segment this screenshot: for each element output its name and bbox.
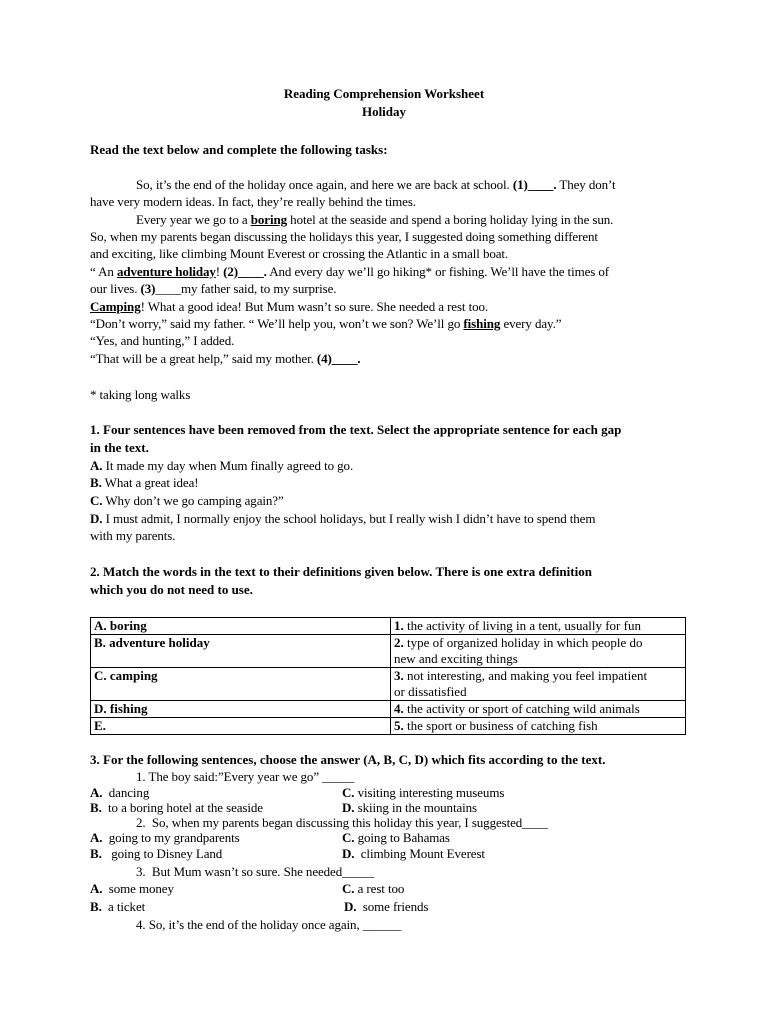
passage-text: !	[215, 264, 221, 279]
question-3	[136, 864, 374, 880]
option-text: climbing Mount Everest	[360, 846, 485, 861]
option-text: a ticket	[108, 899, 146, 914]
q3-option-d	[344, 899, 428, 915]
question-text: The boy said:”Every year we go” _____	[148, 769, 355, 784]
definition-cell	[391, 618, 686, 635]
word-cell	[91, 701, 391, 718]
q1-option-b	[90, 800, 263, 816]
word-cell	[91, 718, 391, 735]
gap-2: (2)____.	[223, 264, 267, 279]
option-letter: D.	[90, 511, 103, 526]
task-1-heading: 1. Four sentences have been removed from the text. Select the appropriate sentence for each gap	[90, 422, 622, 437]
option-text: going to my grandparents	[108, 830, 240, 845]
definition-cell	[391, 718, 686, 735]
q2-option-d	[342, 846, 485, 862]
option-letter: D.	[344, 899, 357, 914]
task-2-heading-cont: which you do not need to use.	[90, 582, 253, 597]
definition-cell	[391, 635, 686, 668]
option-letter: A.	[90, 881, 103, 896]
option-a	[90, 458, 353, 474]
instructions: Read the text below and complete the following tasks:	[90, 142, 388, 157]
passage-text: “That will be a great help,” said my mother.	[90, 351, 314, 366]
option-text: dancing	[108, 785, 150, 800]
option-letter: B.	[90, 846, 102, 861]
def-number: 5.	[394, 718, 404, 733]
table-row	[91, 668, 686, 701]
def-text: the activity or sport of catching wild animals	[407, 701, 640, 716]
passage-text: ____my father said, to my surprise.	[155, 281, 337, 296]
def-text: not interesting, and making you feel impatient	[407, 668, 648, 683]
keyword-camping: Camping	[90, 299, 141, 314]
passage-line	[136, 177, 616, 193]
definition-cell	[391, 701, 686, 718]
question-2	[136, 815, 548, 831]
def-text: the activity of living in a tent, usually for fun	[407, 618, 641, 633]
option-letter: B.	[90, 475, 102, 490]
option-letter: A.	[90, 785, 103, 800]
option-text: some friends	[362, 899, 429, 914]
question-number: 4.	[136, 917, 146, 932]
passage-line	[90, 281, 336, 297]
keyword-adventure-holiday: adventure holiday	[116, 264, 216, 279]
option-letter: A.	[90, 458, 103, 473]
passage-text: They don’t	[559, 177, 616, 192]
q3-option-b	[90, 899, 145, 915]
option-text: What a great idea!	[104, 475, 199, 490]
option-b	[90, 475, 199, 491]
option-letter: D.	[342, 846, 355, 861]
passage-line: have very modern ideas. In fact, they’re really behind the times.	[90, 194, 416, 209]
passage-text: every day.”	[503, 316, 562, 331]
passage-text: And every day we’ll go hiking* or fishing. We’ll have the times of	[269, 264, 610, 279]
def-text: type of organized holiday in which people do	[407, 635, 643, 650]
q1-option-a	[90, 785, 149, 801]
def-number: 4.	[394, 701, 404, 716]
option-text: Why don’t we go camping again?”	[105, 493, 284, 508]
option-letter: B.	[90, 800, 102, 815]
task-2-heading: 2. Match the words in the text to their definitions given below. There is one extra definition	[90, 564, 592, 579]
q2-option-b	[90, 846, 222, 862]
table-row	[91, 701, 686, 718]
option-text: going to Bahamas	[357, 830, 450, 845]
passage-line	[90, 264, 609, 280]
q2-option-c	[342, 830, 450, 846]
passage-text: Every year we go to a	[136, 212, 248, 227]
definitions-table	[90, 617, 686, 735]
option-text: visiting interesting museums	[357, 785, 505, 800]
q1-option-c	[342, 785, 504, 801]
passage-line	[136, 212, 613, 228]
q1-option-d	[342, 800, 477, 816]
passage-line: “Yes, and hunting,” I added.	[90, 333, 235, 348]
word-label: A. boring	[94, 618, 147, 633]
word-cell	[91, 618, 391, 635]
passage-line	[90, 316, 561, 332]
gap-3: (3)	[140, 281, 156, 296]
page-title: Reading Comprehension Worksheet	[283, 86, 485, 101]
def-text-cont: new and exciting things	[394, 651, 518, 666]
table-row	[91, 618, 686, 635]
gap-4: (4)____.	[316, 351, 361, 366]
option-letter: C.	[90, 493, 103, 508]
page-subtitle: Holiday	[361, 104, 407, 119]
option-letter: C.	[342, 785, 355, 800]
passage-line: and exciting, like climbing Mount Everest or crossing the Atlantic in a small boat.	[90, 246, 509, 261]
q3-option-c	[342, 881, 404, 897]
option-text: skiing in the mountains	[357, 800, 478, 815]
question-number: 1.	[136, 769, 146, 784]
question-text: So, it’s the end of the holiday once again, ______	[148, 917, 402, 932]
question-1	[136, 769, 354, 785]
def-number: 1.	[394, 618, 404, 633]
def-number: 3.	[394, 668, 404, 683]
table-row	[91, 635, 686, 668]
question-text: But Mum wasn’t so sure. She needed_____	[151, 864, 375, 879]
passage-line: So, when my parents began discussing the holidays this year, I suggested doing something different	[90, 229, 598, 244]
def-text: the sport or business of catching fish	[407, 718, 598, 733]
task-3-heading: 3. For the following sentences, choose the answer (A, B, C, D) which fits according to the text.	[90, 752, 606, 767]
question-4	[136, 917, 401, 933]
option-letter: D.	[342, 800, 355, 815]
option-text: going to Disney Land	[111, 846, 223, 861]
question-number: 2.	[136, 815, 146, 830]
word-label: E.	[94, 718, 106, 733]
keyword-fishing: fishing	[463, 316, 501, 331]
passage-text: our lives.	[90, 281, 138, 296]
option-text: a rest too	[357, 881, 405, 896]
q3-option-a	[90, 881, 174, 897]
option-text: to a boring hotel at the seaside	[108, 800, 263, 815]
table-row	[91, 718, 686, 735]
word-cell	[91, 668, 391, 701]
footnote: * taking long walks	[90, 387, 191, 402]
def-text-cont: or dissatisfied	[394, 684, 467, 699]
option-text: It made my day when Mum finally agreed to go.	[105, 458, 354, 473]
option-letter: C.	[342, 881, 355, 896]
option-letter: C.	[342, 830, 355, 845]
passage-line	[90, 351, 361, 367]
passage-text: ! What a good idea! But Mum wasn’t so sure. She needed a rest too.	[140, 299, 489, 314]
option-text: I must admit, I normally enjoy the school holidays, but I really wish I didn’t have to spend them	[105, 511, 596, 526]
word-label: D. fishing	[94, 701, 148, 716]
passage-text: “Don’t worry,” said my father. “ We’ll help you, won’t we son? We’ll go	[90, 316, 461, 331]
gap-1: (1)____.	[512, 177, 557, 192]
keyword-boring: boring	[250, 212, 288, 227]
option-letter: A.	[90, 830, 103, 845]
task-1-heading-cont: in the text.	[90, 440, 149, 455]
option-d	[90, 511, 595, 527]
option-letter: B.	[90, 899, 102, 914]
passage-text: hotel at the seaside and spend a boring holiday lying in the sun.	[290, 212, 614, 227]
passage-text: “ An	[90, 264, 114, 279]
option-text: some money	[108, 881, 174, 896]
word-cell	[91, 635, 391, 668]
question-number: 3.	[136, 864, 146, 879]
passage-text: So, it’s the end of the holiday once again, and here we are back at school.	[136, 177, 510, 192]
question-text: So, when my parents began discussing this holiday this year, I suggested____	[151, 815, 548, 830]
word-label: B. adventure holiday	[94, 635, 210, 650]
option-c	[90, 493, 284, 509]
q2-option-a	[90, 830, 240, 846]
word-label: C. camping	[94, 668, 158, 683]
definition-cell	[391, 668, 686, 701]
passage-line	[90, 299, 488, 315]
def-number: 2.	[394, 635, 404, 650]
option-d-cont: with my parents.	[90, 528, 176, 543]
